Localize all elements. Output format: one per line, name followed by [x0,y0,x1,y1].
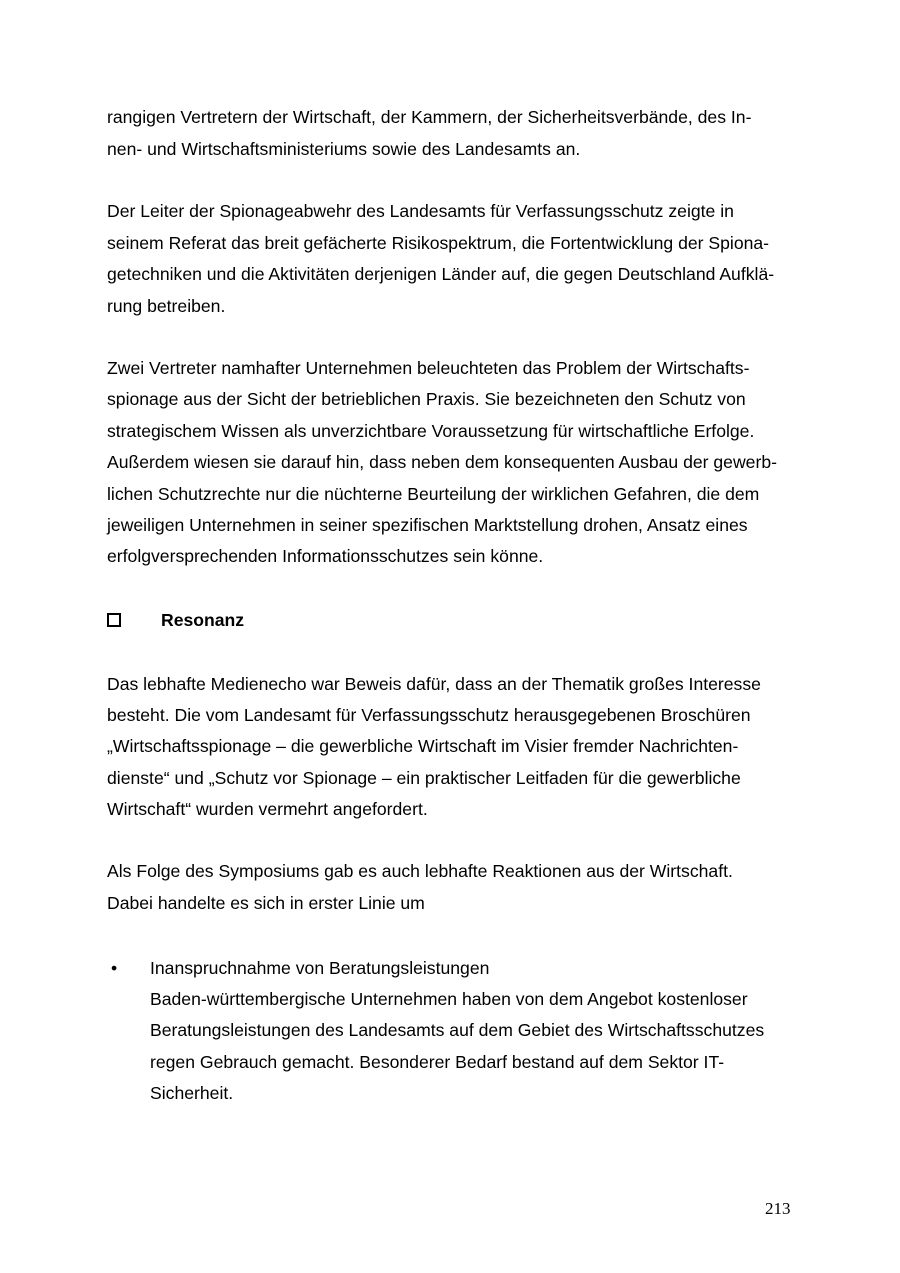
paragraph-3-line-4: Außerdem wiesen sie darauf hin, dass neben dem konsequenten Ausbau der gewerb- [107,452,777,472]
paragraph-5-line-1: Als Folge des Symposiums gab es auch lebhafte Reaktionen aus der Wirtschaft. [107,861,733,881]
paragraph-3-line-1: Zwei Vertreter namhafter Unternehmen beleuchteten das Problem der Wirtschafts- [107,358,750,378]
bullet-item-line-3: Beratungsleistungen des Landesamts auf dem Gebiet des Wirtschaftsschutzes [150,1020,765,1040]
paragraph-1-line-2: nen- und Wirtschaftsministeriums sowie des Landesamts an. [107,139,581,159]
paragraph-3-line-5: lichen Schutzrechte nur die nüchterne Beurteilung der wirklichen Gefahren, die dem [107,484,760,504]
bullet-item-line-4: regen Gebrauch gemacht. Besonderer Bedarf bestand auf dem Sektor IT- [150,1052,725,1072]
page-number: 213 [765,1199,791,1218]
checkbox-square-icon [107,613,121,627]
paragraph-3-line-3: strategischem Wissen als unverzichtbare Voraussetzung für wirtschaftliche Erfolge. [107,421,755,441]
paragraph-3-line-7: erfolgversprechenden Informationsschutzes sein könne. [107,546,544,566]
paragraph-4-line-2: besteht. Die vom Landesamt für Verfassungsschutz herausgegebenen Broschüren [107,705,751,725]
bullet-marker: • [111,958,118,978]
paragraph-3-line-2: spionage aus der Sicht der betrieblichen Praxis. Sie bezeichneten den Schutz von [107,389,746,409]
paragraph-1-line-1: rangigen Vertretern der Wirtschaft, der Kammern, der Sicherheitsverbände, des In- [107,107,752,127]
paragraph-2-line-2: seinem Referat das breit gefächerte Risikospektrum, die Fortentwicklung der Spiona- [107,233,770,253]
paragraph-4-line-4: dienste“ und „Schutz vor Spionage – ein praktischer Leitfaden für die gewerbliche [107,768,741,788]
bullet-item-line-5: Sicherheit. [150,1083,234,1103]
section-heading-label: Resonanz [161,610,245,630]
paragraph-4-line-5: Wirtschaft“ wurden vermehrt angefordert. [107,799,428,819]
paragraph-2-line-3: getechniken und die Aktivitäten derjenigen Länder auf, die gegen Deutschland Aufklä- [107,264,775,284]
paragraph-2-line-1: Der Leiter der Spionageabwehr des Landesamts für Verfassungsschutz zeigte in [107,201,734,221]
paragraph-4-line-3: „Wirtschaftsspionage – die gewerbliche Wirtschaft im Visier fremder Nachrichten- [107,736,739,756]
paragraph-4-line-1: Das lebhafte Medienecho war Beweis dafür, dass an der Thematik großes Interesse [107,674,761,694]
paragraph-2-line-4: rung betreiben. [107,296,226,316]
paragraph-5-line-2: Dabei handelte es sich in erster Linie um [107,893,425,913]
paragraph-3-line-6: jeweiligen Unternehmen in seiner spezifischen Marktstellung drohen, Ansatz eines [107,515,748,535]
bullet-item-line-2: Baden-württembergische Unternehmen haben von dem Angebot kostenloser [150,989,748,1009]
bullet-item-title: Inanspruchnahme von Beratungsleistungen [150,958,490,978]
